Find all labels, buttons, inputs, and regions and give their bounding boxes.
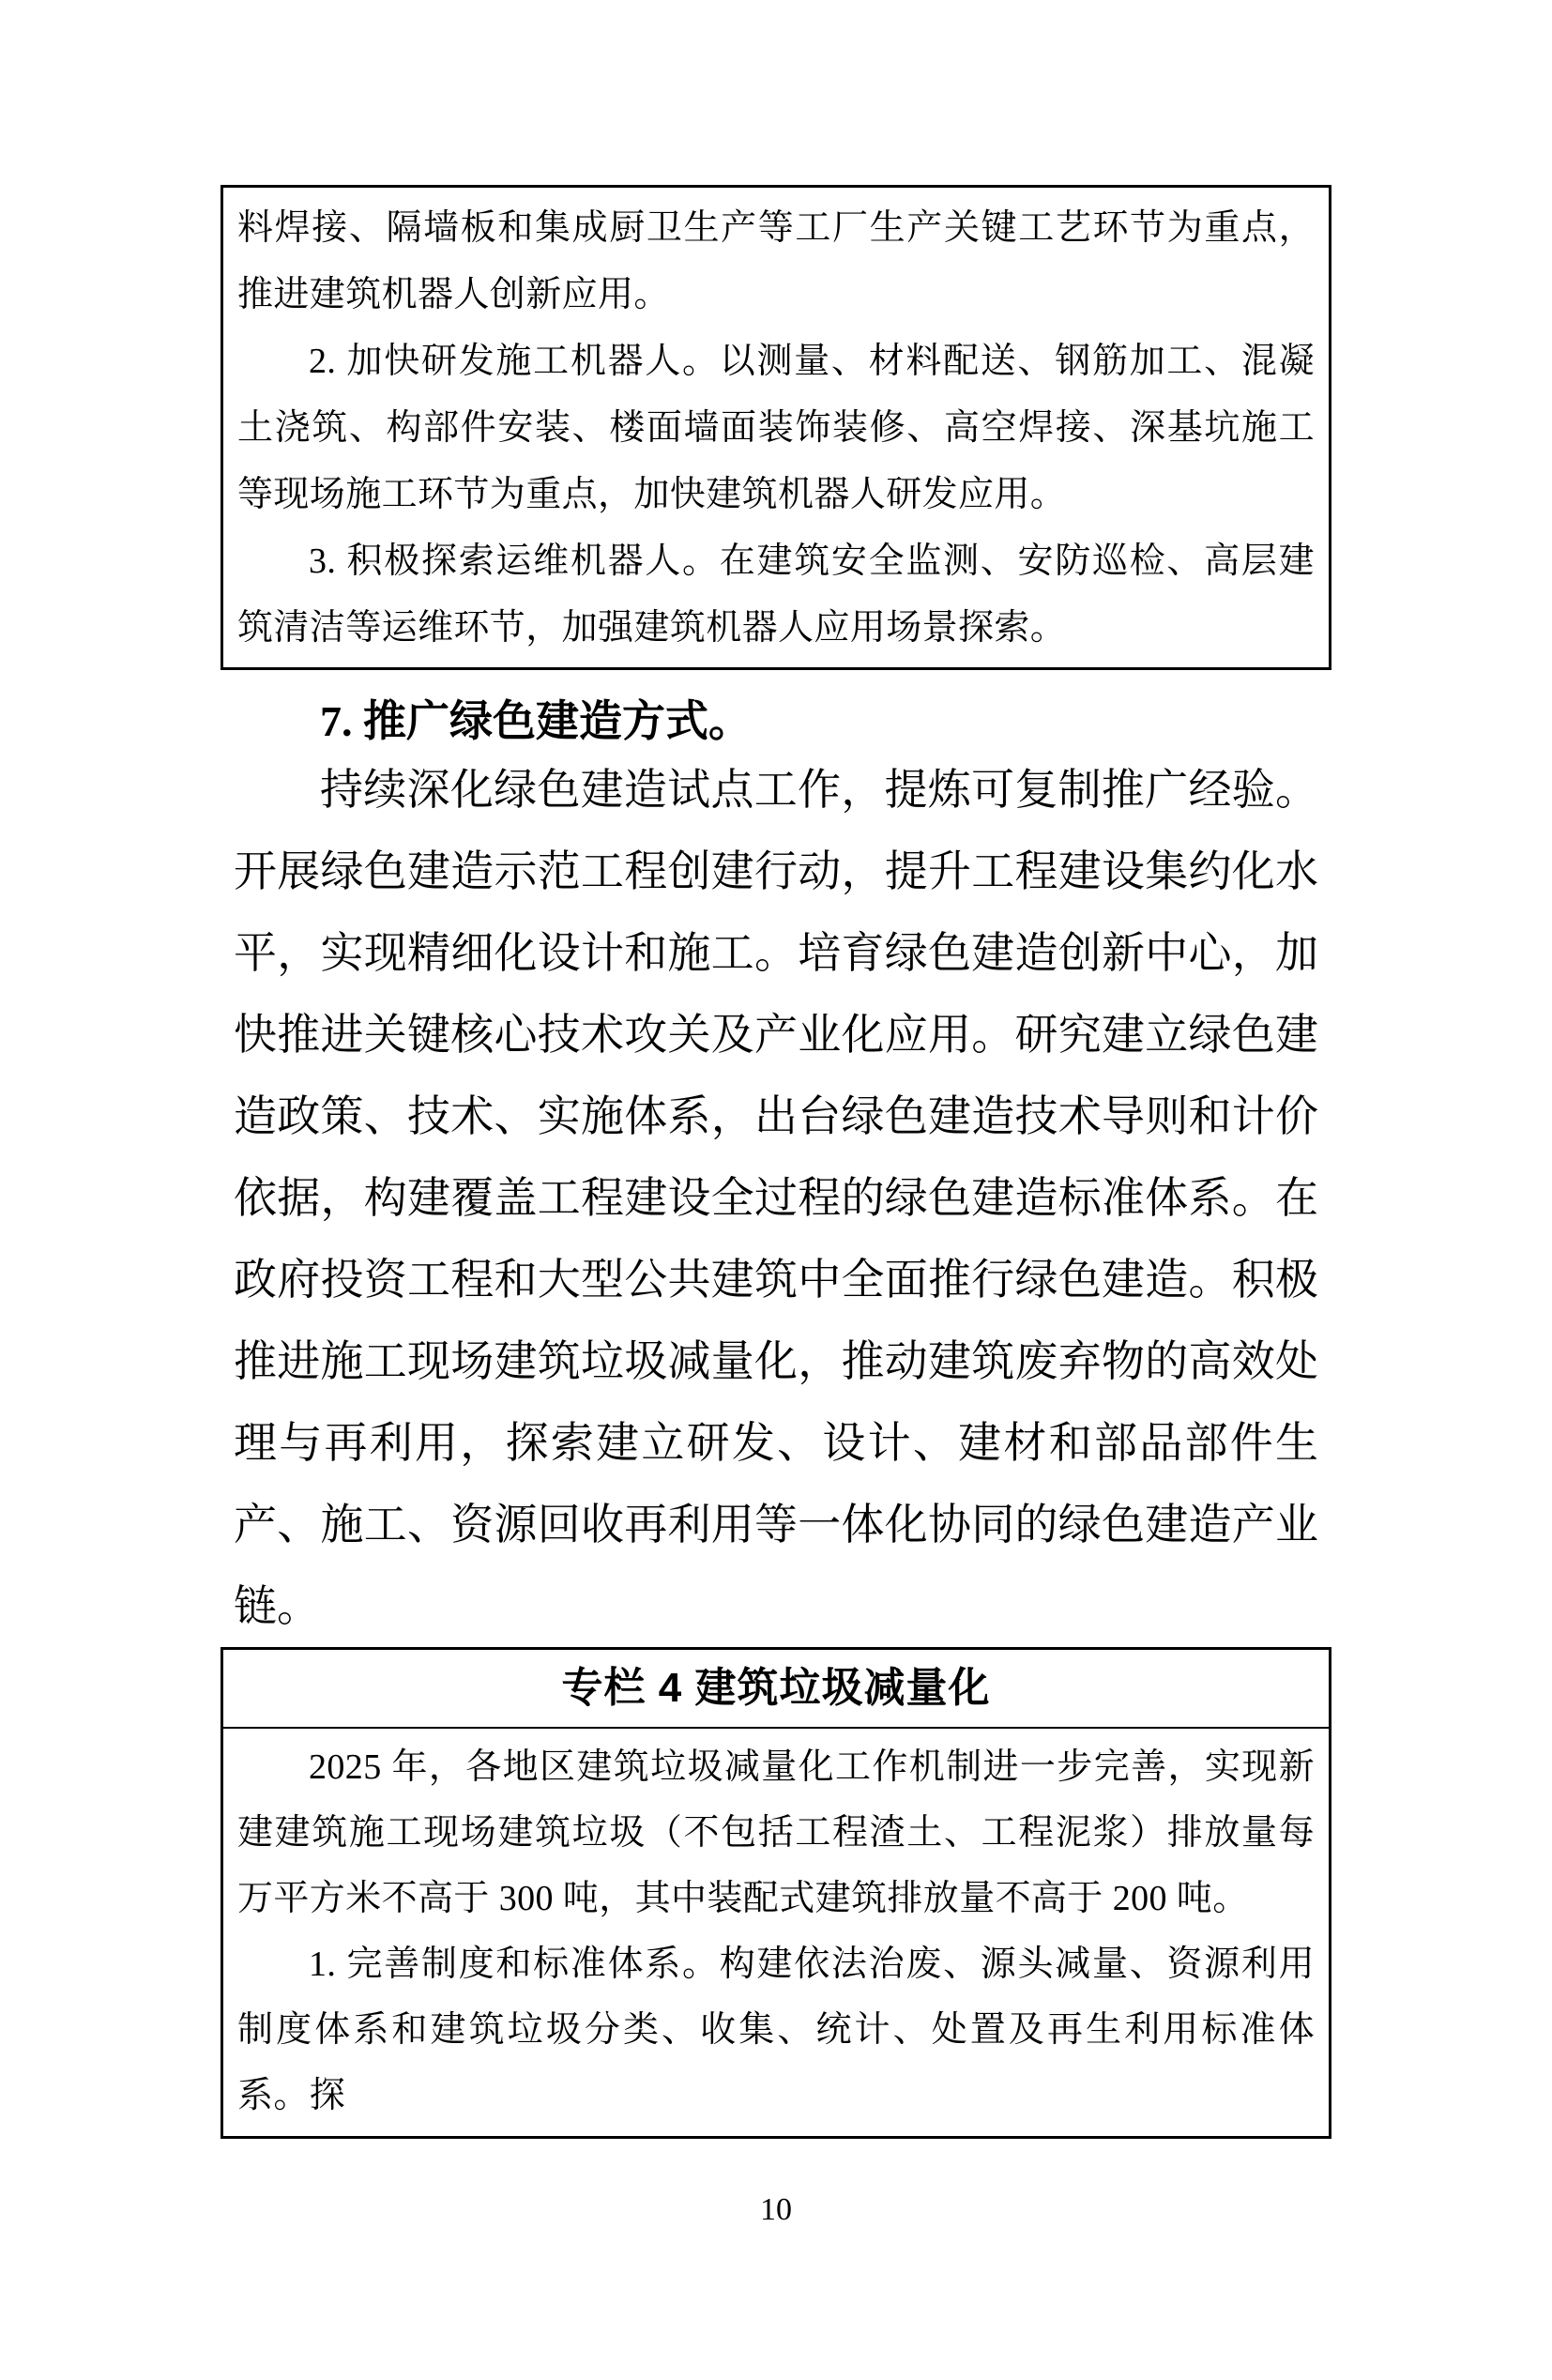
- robots-paragraph-continuation: 料焊接、隔墙板和集成厨卫生产等工厂生产关键工艺环节为重点，推进建筑机器人创新应用。: [237, 208, 1315, 314]
- robots-paragraph-item-3: 3. 积极探索运维机器人。在建筑安全监测、安防巡检、高层建筑清洁等运维环节，加强建筑机器人应用场景探索。: [237, 542, 1315, 648]
- column-4-title: 专栏 4 建筑垃圾减量化: [223, 1650, 1329, 1729]
- page-number: 10: [760, 2192, 792, 2227]
- column-4-paragraph-intro: 2025 年，各地区建筑垃圾减量化工作机制进一步完善，实现新建建筑施工现场建筑垃圾（不包括工程渣土、工程泥浆）排放量每万平方米不高于 300 吨，其中装配式建筑排放量不高于 200 吨。: [237, 1747, 1315, 1918]
- section-7-heading: 7. 推广绿色建造方式。: [320, 697, 752, 745]
- section-7-body-paragraph: 持续深化绿色建造试点工作，提炼可复制推广经验。开展绿色建造示范工程创建行动，提升工程建设集约化水平，实现精细化设计和施工。培育绿色建造创新中心，加快推进关键核心技术攻关及产业化应用。研究建立绿色建造政策、技术、实施体系，出台绿色建造技术导则和计价依据，构建覆盖工程建设全过程的绿色建造标准体系。在政府投资工程和大型公共建筑中全面推行绿色建造。积极推进施工现场建筑垃圾减量化，推动建筑废弃物的高效处理与再利用，探索建立研发、设计、建材和部品部件生产、施工、资源回收再利用等一体化协同的绿色建造产业链。: [234, 766, 1318, 1630]
- robots-paragraph-item-2: 2. 加快研发施工机器人。以测量、材料配送、钢筋加工、混凝土浇筑、构部件安装、楼面墙面装饰装修、高空焊接、深基坑施工等现场施工环节为重点，加快建筑机器人研发应用。: [237, 342, 1315, 514]
- column-4-textbox: [221, 1647, 1331, 2139]
- column-4-paragraph-item-1: 1. 完善制度和标准体系。构建依法治废、源头减量、资源利用制度体系和建筑垃圾分类、收集、统计、处置及再生利用标准体系。探: [237, 1945, 1315, 2115]
- document-page: [0, 185, 1552, 2380]
- column-4-body: [223, 1729, 1329, 2136]
- construction-robots-textbox: [221, 185, 1331, 670]
